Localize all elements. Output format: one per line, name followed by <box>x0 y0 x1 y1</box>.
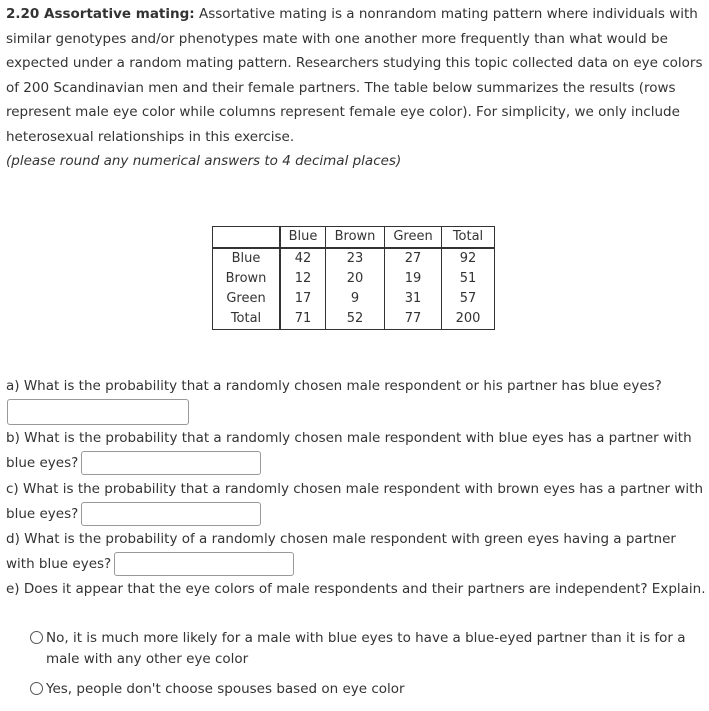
answer-b-input[interactable] <box>81 451 261 475</box>
table-cell: 12 <box>280 269 326 289</box>
table-cell: 52 <box>326 309 385 330</box>
option-no[interactable] <box>30 628 700 670</box>
question-d-text: d) What is the probability of a randomly chosen male respondent with green eyes having a partner with blue eyes? <box>6 531 676 572</box>
table-row <box>213 289 495 309</box>
question-c <box>6 477 706 526</box>
column-header: Blue <box>280 227 326 249</box>
row-label: Total <box>213 309 281 330</box>
answer-c-input[interactable] <box>81 502 261 526</box>
question-d <box>6 527 706 576</box>
question-a <box>6 374 706 399</box>
table-row <box>213 269 495 289</box>
table-cell: 77 <box>385 309 442 330</box>
question-a-text: a) What is the probability that a randomly chosen male respondent or his partner has blue eyes? <box>6 378 662 394</box>
rounding-note: (please round any numerical answers to 4 decimal places) <box>6 153 402 169</box>
table-cell: 51 <box>442 269 495 289</box>
problem-description: Assortative mating is a nonrandom mating pattern where individuals with similar genotypes and/or phenotypes mate with one another more frequently than what would be expected under a random mating pattern. Researchers studying this topic collected data on eye colors of 200 Scandinavian men and their female partners. The table below summarizes the results (rows represent male eye color while columns represent female eye color). For simplicity, we only include heterosexual relationships in this exercise. <box>6 6 703 145</box>
table-cell: 71 <box>280 309 326 330</box>
table-cell: 57 <box>442 289 495 309</box>
table-cell: 23 <box>326 248 385 269</box>
answer-a-input[interactable] <box>7 399 189 425</box>
table-cell: 9 <box>326 289 385 309</box>
radio-no[interactable] <box>30 631 43 644</box>
column-header: Green <box>385 227 442 249</box>
table-cell: 200 <box>442 309 495 330</box>
table-cell: 42 <box>280 248 326 269</box>
table-cell: 27 <box>385 248 442 269</box>
problem-title: 2.20 Assortative mating: <box>6 6 195 22</box>
row-label: Brown <box>213 269 281 289</box>
column-header: Brown <box>326 227 385 249</box>
question-e-text: e) Does it appear that the eye colors of male respondents and their partners are independent? Explain. <box>6 581 706 597</box>
question-b-text: b) What is the probability that a randomly chosen male respondent with blue eyes has a partner with blue eyes? <box>6 430 692 471</box>
option-no-label: No, it is much more likely for a male with blue eyes to have a blue-eyed partner than it is for a male with any other eye color <box>46 630 686 667</box>
table-row <box>213 248 495 269</box>
column-header: Total <box>442 227 495 249</box>
question-b <box>6 426 706 475</box>
table-cell: 17 <box>280 289 326 309</box>
option-yes[interactable] <box>30 679 700 700</box>
table-cell: 31 <box>385 289 442 309</box>
radio-yes[interactable] <box>30 682 43 695</box>
problem-intro <box>6 2 706 174</box>
table-corner-cell <box>213 227 281 249</box>
row-label: Blue <box>213 248 281 269</box>
table-header-row <box>213 227 495 249</box>
answer-d-input[interactable] <box>114 552 294 576</box>
eye-color-table <box>212 226 495 330</box>
option-yes-label: Yes, people don't choose spouses based on eye color <box>46 681 405 697</box>
question-e <box>6 580 706 599</box>
table-cell: 20 <box>326 269 385 289</box>
table-cell: 92 <box>442 248 495 269</box>
question-c-text: c) What is the probability that a randomly chosen male respondent with brown eyes has a partner with blue eyes? <box>6 481 704 522</box>
table-cell: 19 <box>385 269 442 289</box>
table-total-row <box>213 309 495 330</box>
row-label: Green <box>213 289 281 309</box>
